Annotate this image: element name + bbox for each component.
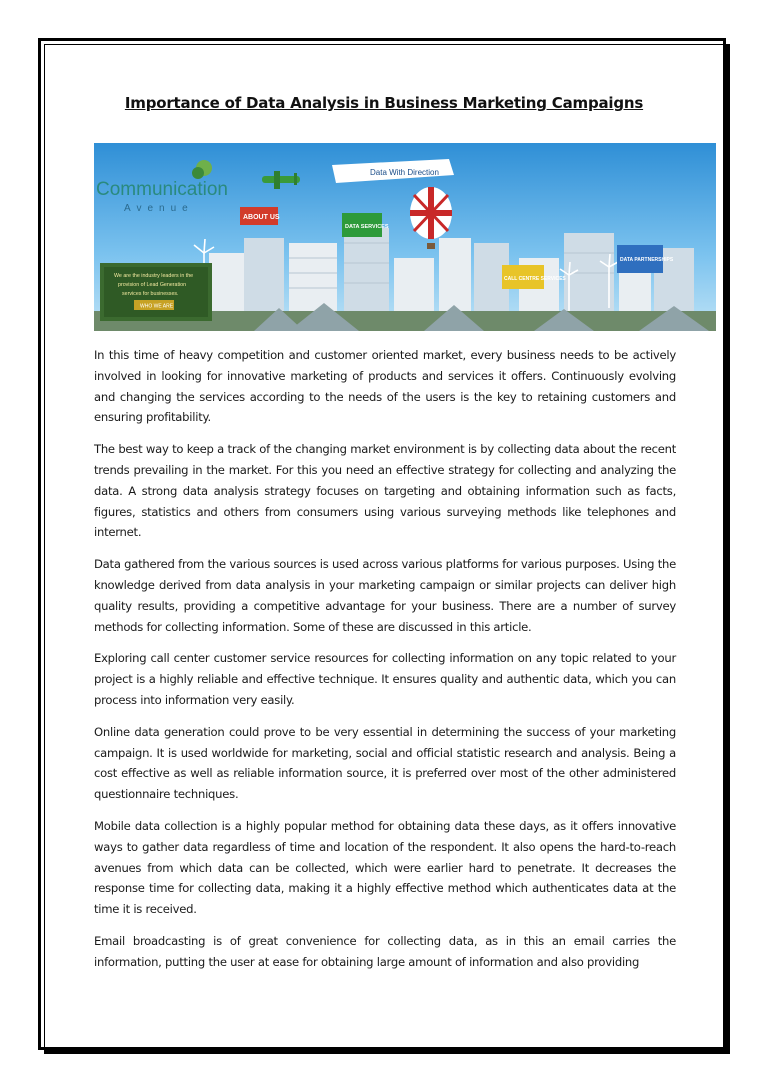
page-border-shadow-right <box>726 44 730 1054</box>
paragraph-2: The best way to keep a track of the changing market environment is by collecting data about the recent trends prevailing in the market. For this you need an effective strategy for collecting and analyzing the data. A strong data analysis strategy focuses on targeting and obtaining information such as facts, figures, statistics and others from consumers using various surveying methods like telephones and internet. <box>94 442 676 540</box>
banner-billboard-line-3: services for businesses. <box>122 291 179 297</box>
paragraph-5: Online data generation could prove to be very essential in determining the success of your marketing campaign. It is used worldwide for marketing, social and official statistic research and analysis. Being a cost effective as well as reliable information source, it is preferred over most of the other administered questionnaire techniques. <box>94 724 676 802</box>
banner-billboard-line-1: We are the industry leaders in the <box>114 273 194 279</box>
banner-sign-partner: DATA PARTNERSHIPS <box>620 257 674 263</box>
paragraph-4: Exploring call center customer service resources for collecting information on any topic related to your project is a highly reliable and effective technique. It ensures quality and authentic data, which you can process into information very easily. <box>94 651 676 707</box>
banner-logo-text-2: Avenue <box>124 203 194 214</box>
banner-billboard-button: WHO WE ARE <box>140 303 174 310</box>
paragraph-3: Data gathered from the various sources is used across various platforms for various purposes. Using the knowledge derived from data analysis in your marketing campaign or similar projects can deliver high quality results, providing a competitive advantage for your business. There are a number of survey methods for collecting information. Some of these are discussed in this article. <box>94 557 676 634</box>
banner-logo-text-1: Communication <box>96 179 228 200</box>
banner-image <box>94 143 716 331</box>
banner-slogan: Data With Direction <box>370 168 439 177</box>
paragraph-1: In this time of heavy competition and customer oriented market, every business needs to be actively involved in looking for innovative marketing of products and services it offers. Continuously evolving and changing the services according to the needs of the users is the key to retaining customers and ensuring profitability. <box>94 348 676 425</box>
banner-sign-about: ABOUT US <box>243 214 280 221</box>
page-border-shadow-bottom <box>44 1050 730 1054</box>
banner-billboard-line-2: provision of Lead Generation <box>118 282 187 288</box>
banner-sign-data: DATA SERVICES <box>345 224 389 230</box>
paragraph-7: Email broadcasting is of great convenience for collecting data, as in this an email carries the information, putting the user at ease for obtaining large amount of information and also providing <box>94 933 676 969</box>
banner-sign-call: CALL CENTRE SERVICES <box>504 276 566 282</box>
document-title: Importance of Data Analysis in Business Marketing Campaigns <box>124 94 644 112</box>
paragraph-6: Mobile data collection is a highly popular method for obtaining data these days, as it offers innovative ways to gather data regardless of time and location of the respondent. It also opens the hard-to-reach avenues from which data can be collected, which were earlier hard to penetrate. It decreases the response time for collecting data, making it a highly effective method which authenticates data at the time it is received. <box>94 818 676 917</box>
document-body <box>94 345 676 984</box>
